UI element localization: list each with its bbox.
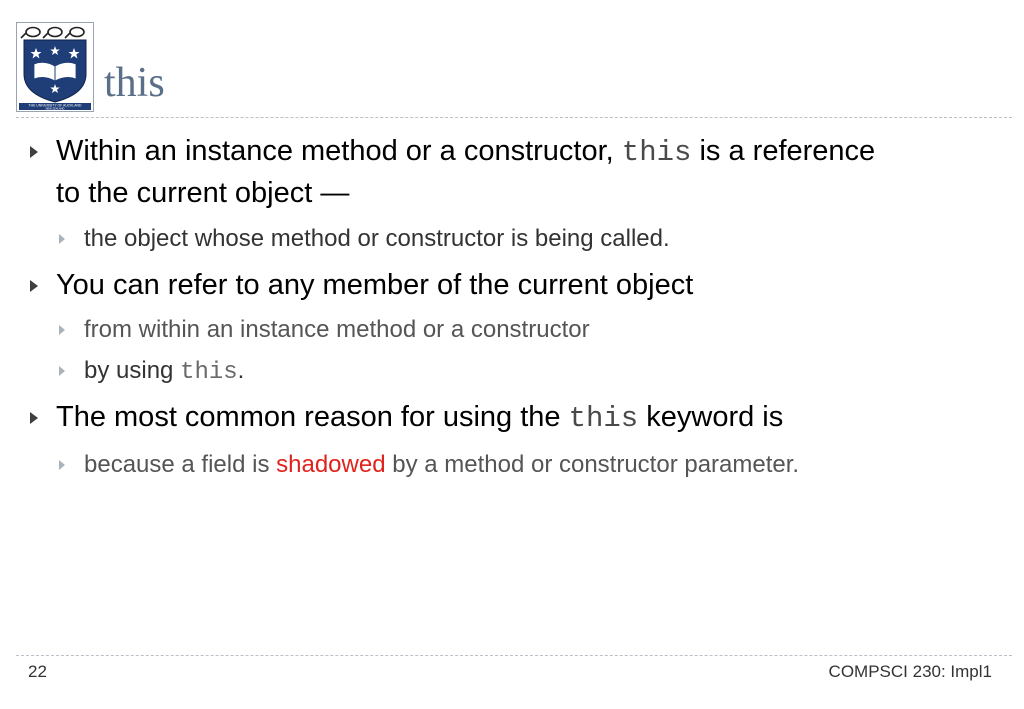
sub-bullet-arrow-icon: [59, 366, 65, 376]
course-label: COMPSCI 230: Impl1: [828, 662, 992, 681]
highlighted-word: shadowed: [276, 451, 386, 478]
page-number: 22: [28, 662, 47, 681]
bullet-arrow-icon: [30, 146, 38, 158]
bullet-3-code: this: [568, 402, 639, 435]
bullet-2-sub-2-code: this: [180, 359, 238, 386]
bullet-3-sub-1-text-end: by a method or constructor parameter.: [385, 451, 800, 478]
bullet-1-code: this: [621, 136, 692, 169]
bullet-2-sub-1: from within an instance method or a constructor: [84, 316, 590, 343]
bullet-3-sub-1: [84, 449, 799, 481]
bullet-3-text: The most common reason for using the: [56, 401, 569, 433]
sub-bullet-arrow-icon: [59, 234, 65, 244]
bullet-2-sub-2-text: by using: [84, 357, 181, 384]
bullet-1-text: Within an instance method or a constructor,: [56, 135, 622, 167]
sub-bullet-arrow-icon: [59, 460, 65, 470]
bullet-1-sub-1: the object whose method or constructor is being called.: [84, 225, 670, 252]
title-divider: [16, 117, 1012, 118]
bullet-3-text-end: keyword is: [638, 401, 784, 433]
bullet-3: [56, 396, 783, 440]
bullet-2-sub-2-text-end: .: [237, 357, 245, 384]
logo-caption-line1: THE UNIVERSITY OF AUCKLAND: [28, 103, 82, 108]
bullet-2-sub-2: [84, 355, 244, 389]
bullet-3-sub-1-text: because a field is: [84, 451, 277, 478]
bullet-arrow-icon: [30, 412, 38, 424]
university-logo: [16, 22, 94, 112]
bullet-arrow-icon: [30, 280, 38, 292]
bullet-2: You can refer to any member of the current object: [56, 269, 694, 301]
footer-divider: [16, 655, 1012, 656]
bullet-1-continuation: to the current object —: [56, 177, 350, 209]
logo-caption-line2: NEW ZEALAND: [45, 107, 65, 111]
slide-title: this: [104, 60, 165, 106]
sub-bullet-arrow-icon: [59, 325, 65, 335]
bullet-1-text-end: is a reference: [691, 135, 876, 167]
bullet-1: [56, 130, 875, 174]
